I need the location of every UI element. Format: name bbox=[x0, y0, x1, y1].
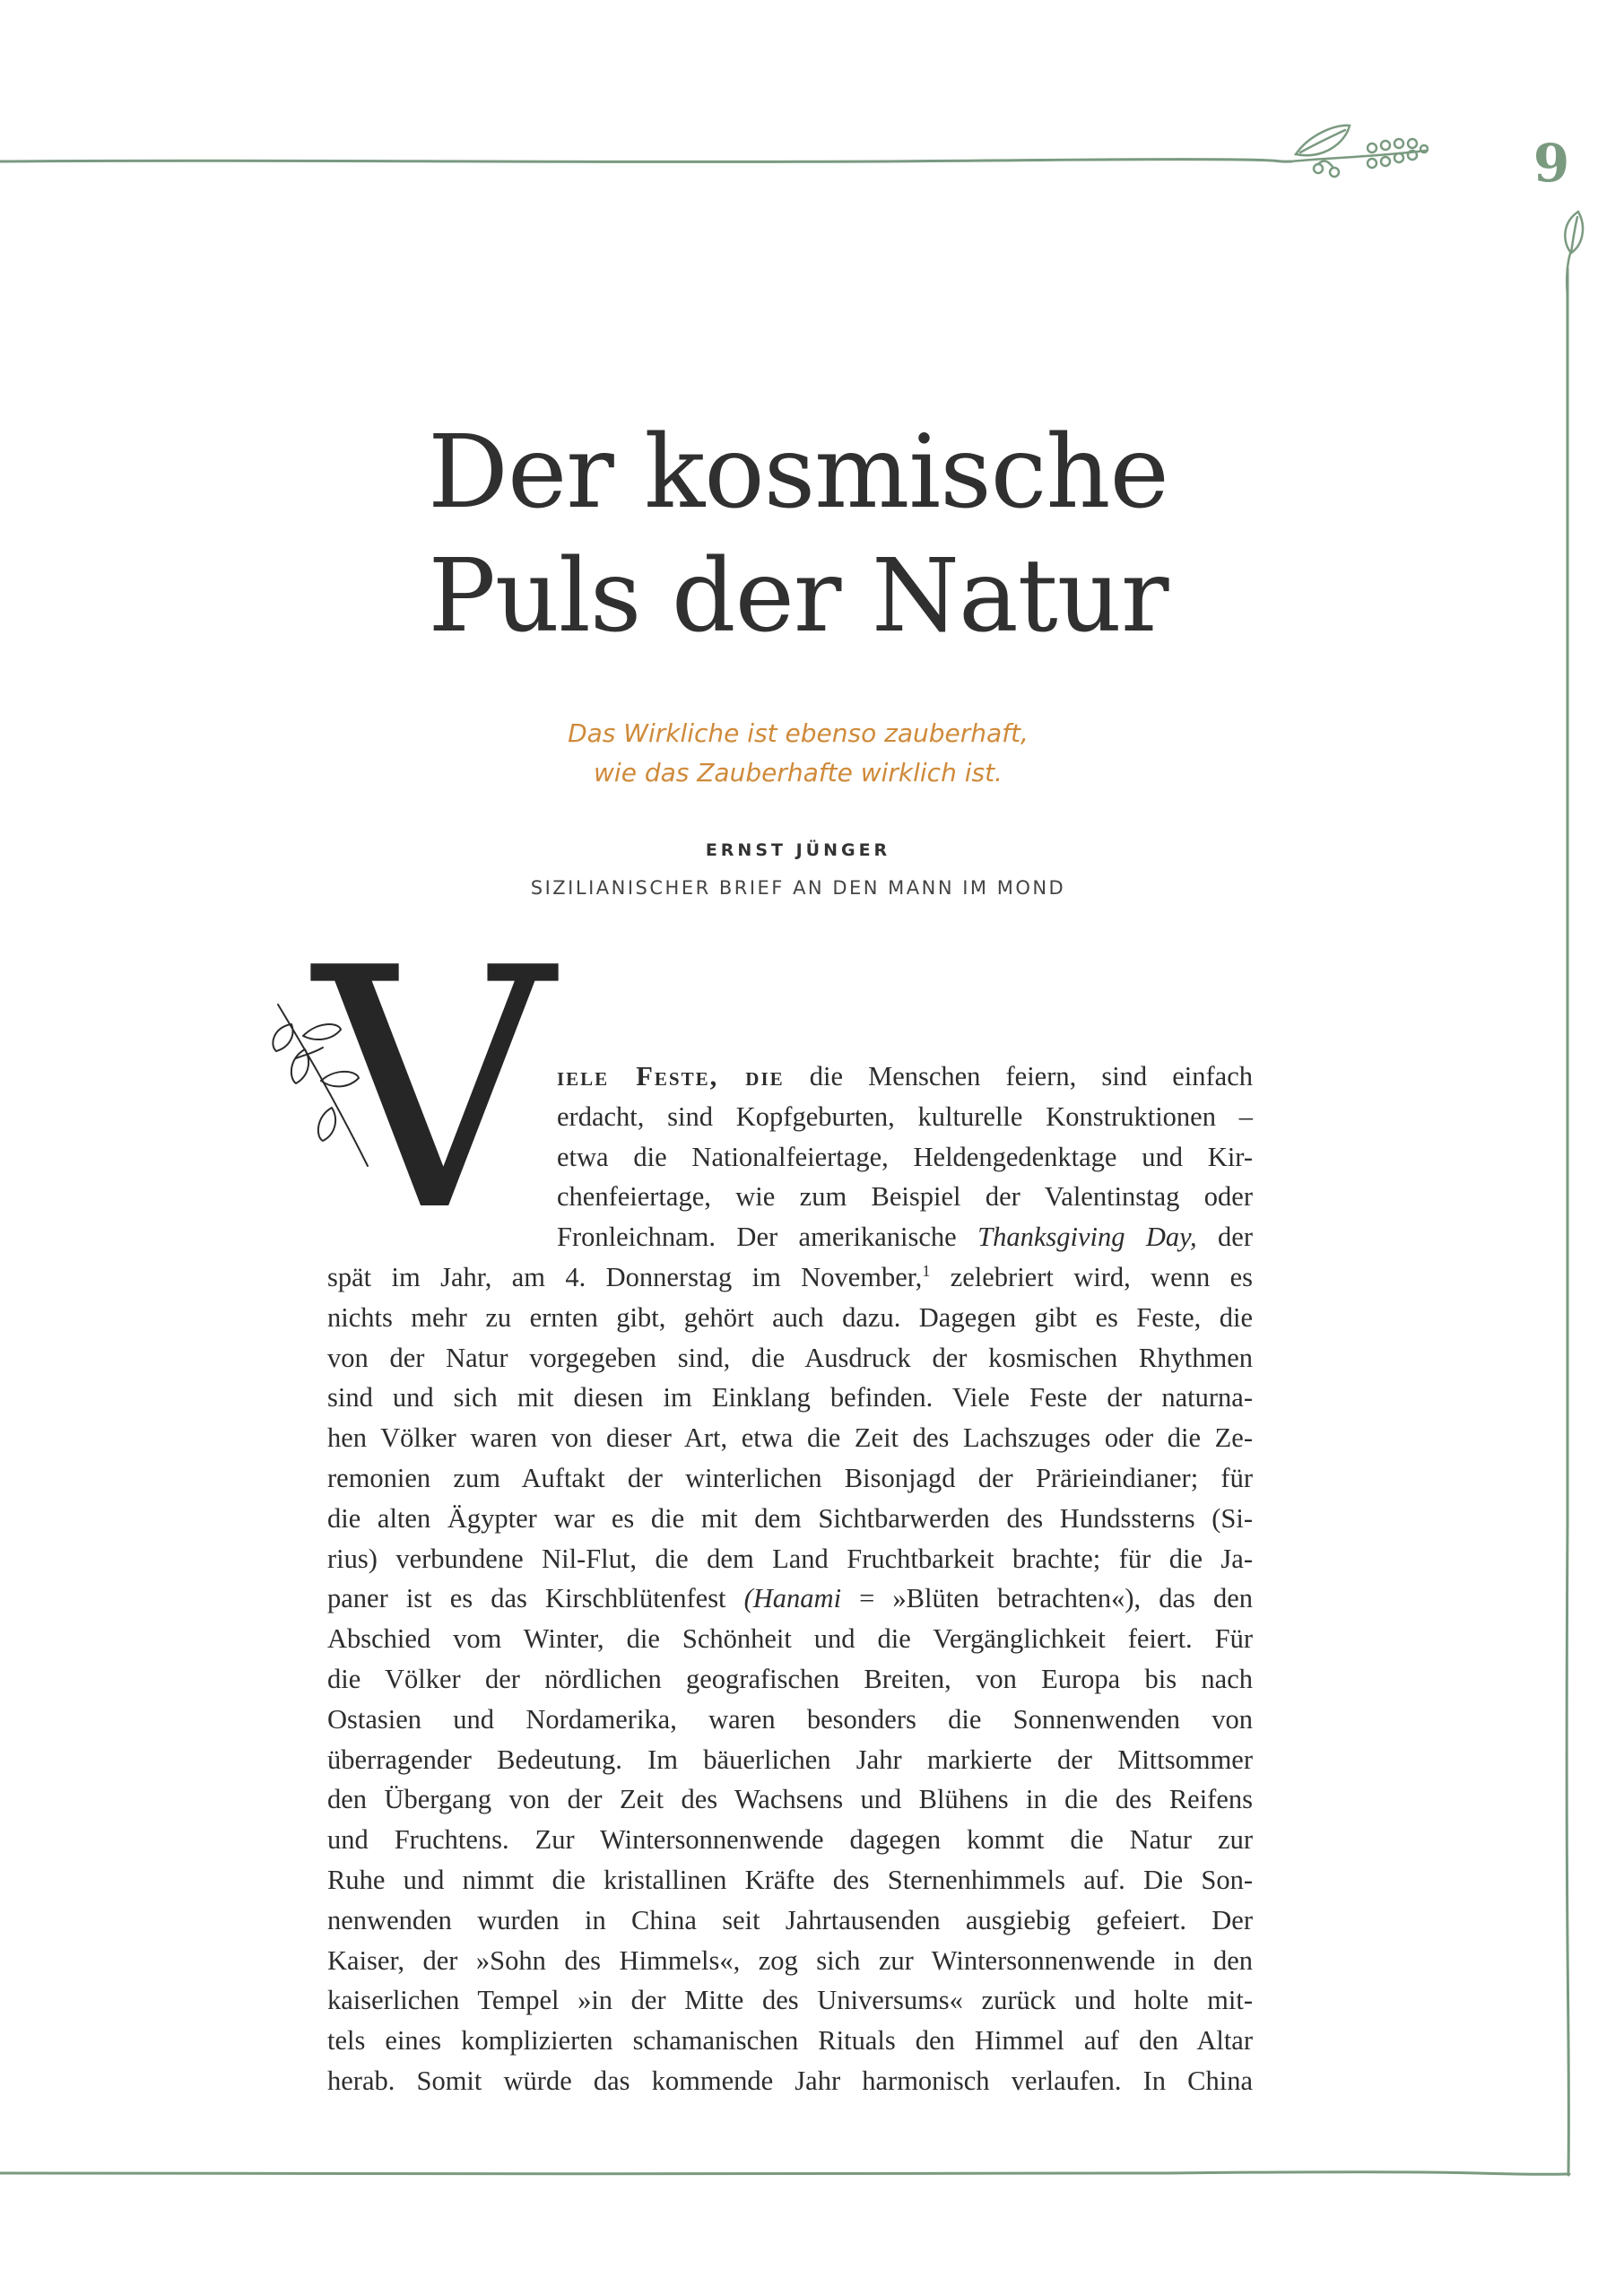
epigraph-source: SIZILIANISCHER BRIEF AN DEN MANN IM MOND bbox=[530, 877, 1066, 899]
footnote-ref[interactable]: 1 bbox=[922, 1261, 931, 1280]
drop-cap: V bbox=[314, 899, 554, 1284]
leaf-icon bbox=[1565, 212, 1583, 296]
body-line: Fronleichnam. Der amerikanische Thanksgiving Day, der bbox=[557, 1222, 1253, 1253]
page-number: 9 bbox=[1533, 133, 1570, 194]
body-line: paner ist es das Kirschblütenfest (Hanami = »Blüten betrachten«), das den bbox=[327, 1583, 1253, 1614]
emphasis: Thanksgiving Day, bbox=[977, 1222, 1197, 1253]
body-line: Abschied vom Winter, die Schönheit und die Vergänglichkeit feiert. Für bbox=[327, 1623, 1253, 1655]
body-line: sind und sich mit diesen im Einklang befinden. Viele Feste der naturna- bbox=[327, 1382, 1253, 1413]
body-line: rius) verbundene Nil-Flut, die dem Land Fruchtbarkeit brachte; für die Ja- bbox=[327, 1543, 1253, 1574]
body-line: etwa die Nationalfeiertage, Heldengedenktage und Kir- bbox=[557, 1141, 1253, 1172]
title-line-1: Der kosmische bbox=[428, 414, 1168, 531]
quote-line-2: wie das Zauberhafte wirklich ist. bbox=[594, 758, 1003, 787]
body-line: die alten Ägypter war es die mit dem Sichtbarwerden des Hundssterns (Si- bbox=[327, 1502, 1253, 1534]
emphasis: (Hanami bbox=[743, 1583, 842, 1614]
body-line: den Übergang von der Zeit des Wachsens und Blühens in die des Reifens bbox=[327, 1784, 1253, 1815]
body-line: chenfeiertage, wie zum Beispiel der Valentinstag oder bbox=[557, 1181, 1253, 1213]
body-line: remonien zum Auftakt der winterlichen Bisonjagd der Prärieindianer; für bbox=[327, 1462, 1253, 1493]
epigraph-author: ERNST JÜNGER bbox=[705, 840, 891, 860]
body-line: und Fruchtens. Zur Wintersonnenwende dagegen kommt die Natur zur bbox=[327, 1824, 1253, 1856]
epigraph-quote bbox=[269, 714, 1327, 793]
body-line: Ostasien und Nordamerika, waren besonders die Sonnenwenden von bbox=[327, 1703, 1253, 1735]
body-line: Kaiser, der »Sohn des Himmels«, zog sich zur Wintersonnenwende in den bbox=[327, 1944, 1253, 1976]
body-line: spät im Jahr, am 4. Donnerstag im November,$^1$ zelebriert wird, wenn es bbox=[327, 1261, 1253, 1292]
quote-line-1: Das Wirkliche ist ebenso zauberhaft, bbox=[568, 718, 1029, 748]
body-text bbox=[327, 1057, 1253, 2101]
body-line: tels eines komplizierten schamanischen Rituals den Himmel auf den Altar bbox=[327, 2025, 1253, 2057]
body-line: überragender Bedeutung. Im bäuerlichen Jahr markierte der Mittsommer bbox=[327, 1744, 1253, 1775]
leaf-sprig-icon bbox=[1291, 126, 1428, 177]
body-line: hen Völker waren von dieser Art, etwa die Zeit des Lachszuges oder die Ze- bbox=[327, 1422, 1253, 1454]
body-line: nenwenden wurden in China seit Jahrtausenden ausgiebig gefeiert. Der bbox=[327, 1904, 1253, 1935]
body-line: nichts mehr zu ernten gibt, gehört auch dazu. Dagegen gibt es Feste, die bbox=[327, 1301, 1253, 1333]
body-line: von der Natur vorgegeben sind, die Ausdruck der kosmischen Rhythmen bbox=[327, 1342, 1253, 1373]
body-line: Ruhe und nimmt die kristallinen Kräfte des Sternenhimmels auf. Die Son- bbox=[327, 1864, 1253, 1895]
lead-in: iele Feste, die bbox=[557, 1061, 785, 1091]
title-line-2: Puls der Natur bbox=[428, 538, 1168, 655]
body-line: erdacht, sind Kopfgeburten, kulturelle Konstruktionen – bbox=[557, 1100, 1253, 1132]
body-line: die Völker der nördlichen geografischen Breiten, von Europa bis nach bbox=[327, 1663, 1253, 1694]
body-line: herab. Somit würde das kommende Jahr harmonisch verlaufen. In China bbox=[327, 2065, 1253, 2096]
page-title bbox=[269, 411, 1327, 658]
body-line: iele Feste, die die Menschen feiern, sind einfach bbox=[557, 1061, 1253, 1091]
body-line: kaiserlichen Tempel »in der Mitte des Universums« zurück und holte mit- bbox=[327, 1985, 1253, 2016]
